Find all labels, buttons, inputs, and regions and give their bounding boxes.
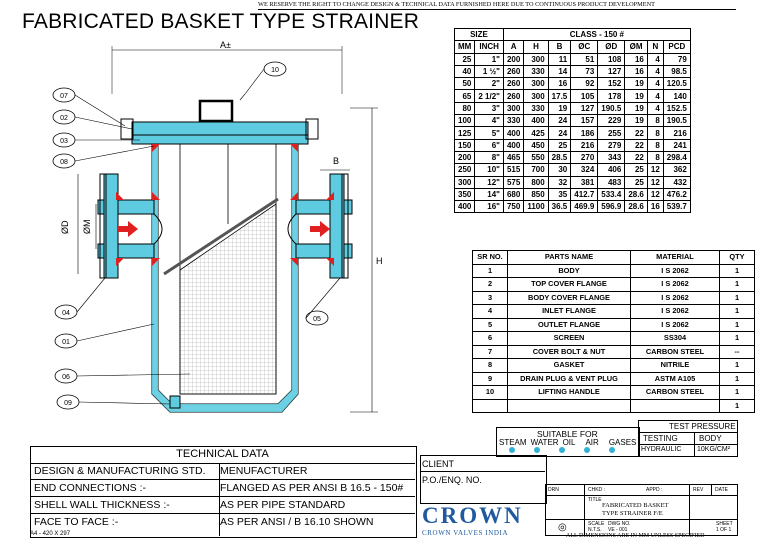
callout-05: 05 (313, 316, 321, 323)
gases-dot-icon (609, 447, 615, 453)
table-cell: 16 (625, 53, 648, 65)
table-cell: 3 (473, 291, 508, 305)
table-cell: 260 (503, 78, 523, 90)
table-cell: 465 (503, 151, 523, 163)
table-cell: SCREEN (508, 332, 631, 346)
callout-03: 03 (60, 138, 68, 145)
client-divider (420, 471, 545, 472)
tech-row-end-connections (30, 480, 415, 497)
crown-logo (422, 503, 540, 539)
table-cell: 190.5 (663, 115, 690, 127)
table-cell: 800 (524, 176, 548, 188)
table-cell: 35 (548, 188, 571, 200)
strainer-drawing (20, 34, 440, 429)
test-pressure-heading: TEST PRESSURE (669, 422, 736, 431)
table-row (473, 345, 755, 359)
table-cell: 432 (663, 176, 690, 188)
suitable-for-heading: SUITABLE FOR (537, 429, 598, 439)
table-cell: -- (720, 345, 755, 359)
drawing-info-block (545, 484, 738, 536)
table-cell (473, 399, 508, 413)
table-cell: 1 (720, 318, 755, 332)
table-cell: 3" (475, 102, 504, 114)
size-header: SIZE (455, 29, 504, 41)
size-col-header: A (503, 41, 523, 53)
table-cell: 120.5 (663, 78, 690, 90)
table-cell: I S 2062 (631, 291, 720, 305)
table-cell: 483 (598, 176, 625, 188)
table-cell: 12 (647, 164, 663, 176)
table-cell: 12" (475, 176, 504, 188)
table-cell: 255 (598, 127, 625, 139)
table-cell: 700 (524, 164, 548, 176)
size-col-header: B (548, 41, 571, 53)
table-cell: 19 (625, 78, 648, 90)
table-cell: NITRILE (631, 359, 720, 373)
table-cell: ASTM A105 (631, 372, 720, 386)
table-row (455, 201, 691, 213)
table-row (455, 102, 691, 114)
table-cell: 24 (548, 115, 571, 127)
table-cell: 16 (647, 201, 663, 213)
company-name: CROWN VALVES INDIA (422, 529, 509, 537)
table-cell: 19 (625, 115, 648, 127)
body-col-label: BODY (699, 434, 722, 443)
table-row (473, 278, 755, 292)
table-cell: OUTLET FLANGE (508, 318, 631, 332)
table-cell: 127 (571, 102, 598, 114)
table-cell (631, 399, 720, 413)
table-row (473, 386, 755, 400)
drawing-title-line1: FABRICATED BASKET (602, 502, 669, 509)
table-row (473, 264, 755, 278)
table-cell: 28.5 (548, 151, 571, 163)
table-row (473, 291, 755, 305)
media-row (499, 438, 636, 447)
drn-label: DRN (548, 487, 559, 493)
table-cell: 533.4 (598, 188, 625, 200)
steam-dot-icon (509, 447, 515, 453)
size-col-header: INCH (475, 41, 504, 53)
callout-10: 10 (271, 67, 279, 74)
table-cell: 1 (720, 399, 755, 413)
table-cell: BODY (508, 264, 631, 278)
parts-col-header: SR NO. (473, 251, 508, 265)
table-cell: 575 (503, 176, 523, 188)
table-cell: 140 (663, 90, 690, 102)
table-cell: 22 (625, 151, 648, 163)
projection-icon: ◎ (558, 522, 567, 533)
table-cell: 200 (455, 151, 475, 163)
table-cell: BODY COVER FLANGE (508, 291, 631, 305)
chkd-label: CHKD : (588, 487, 605, 493)
table-cell: 400 (524, 115, 548, 127)
rev-label: REV (693, 487, 704, 493)
table-cell: 1 ½" (475, 65, 504, 77)
table-row (473, 318, 755, 332)
table-cell: 2" (475, 78, 504, 90)
table-cell: 8 (647, 115, 663, 127)
table-cell: 1100 (524, 201, 548, 213)
table-cell: 250 (455, 164, 475, 176)
table-cell: 300 (455, 176, 475, 188)
table-cell: 4 (647, 53, 663, 65)
table-cell: 105 (571, 90, 598, 102)
table-cell: 1 (720, 278, 755, 292)
table-cell: 12 (647, 188, 663, 200)
table-cell: 550 (524, 151, 548, 163)
table-cell: 4 (647, 102, 663, 114)
table-cell: I S 2062 (631, 278, 720, 292)
media-steam: STEAM (499, 438, 527, 447)
table-cell: I S 2062 (631, 264, 720, 278)
table-cell: 680 (503, 188, 523, 200)
table-cell: 14 (548, 65, 571, 77)
table-cell: I S 2062 (631, 318, 720, 332)
test-value: 10KG/CM² (697, 446, 731, 453)
table-cell: 1 (720, 264, 755, 278)
callout-01: 01 (62, 339, 70, 346)
table-row (455, 115, 691, 127)
table-cell: 241 (663, 139, 690, 151)
table-cell: 750 (503, 201, 523, 213)
size-col-header: H (524, 41, 548, 53)
table-cell: 476.2 (663, 188, 690, 200)
table-cell: 596.9 (598, 201, 625, 213)
table-row (455, 164, 691, 176)
callout-02: 02 (60, 115, 68, 122)
table-cell: 6 (473, 332, 508, 346)
table-cell: 32 (548, 176, 571, 188)
oil-dot-icon (559, 447, 565, 453)
table-cell: 400 (503, 127, 523, 139)
date-label: DATE (715, 487, 728, 493)
media-air: AIR (585, 438, 599, 447)
table-cell: 25 (455, 53, 475, 65)
parts-col-header: PARTS NAME (508, 251, 631, 265)
technical-data-heading: TECHNICAL DATA (30, 446, 415, 464)
table-cell: 150 (455, 139, 475, 151)
table-cell: 412.7 (571, 188, 598, 200)
tech-row-face-to-face (30, 514, 415, 530)
table-cell: 8 (647, 151, 663, 163)
table-row (473, 372, 755, 386)
table-cell: 850 (524, 188, 548, 200)
tech-value: AS PER PIPE STANDARD (220, 499, 346, 511)
table-cell: 100 (455, 115, 475, 127)
table-cell: 4 (473, 305, 508, 319)
table-cell: 425 (524, 127, 548, 139)
table-cell: 51 (571, 53, 598, 65)
tech-label: FACE TO FACE :- (34, 516, 119, 528)
table-cell: 73 (571, 65, 598, 77)
table-cell: 216 (663, 127, 690, 139)
size-col-header: MM (455, 41, 475, 53)
table-cell: 4" (475, 115, 504, 127)
table-cell: 28.6 (625, 188, 648, 200)
table-row (455, 53, 691, 65)
table-cell: 125 (455, 127, 475, 139)
table-cell: 10" (475, 164, 504, 176)
po-label: P.O./ENQ. NO. (422, 475, 482, 485)
table-cell: GASKET (508, 359, 631, 373)
table-cell: INLET FLANGE (508, 305, 631, 319)
test-pressure-box (638, 420, 738, 457)
table-row (455, 176, 691, 188)
footer-note: ALL DIMENSIONS ARE IN MM UNLESS SPECIFIED (566, 533, 705, 539)
table-cell: CARBON STEEL (631, 345, 720, 359)
scale-value: N.T.S. (588, 527, 602, 533)
table-row (455, 139, 691, 151)
table-cell: 98.5 (663, 65, 690, 77)
table-cell: 17.5 (548, 90, 571, 102)
table-cell: 12 (647, 176, 663, 188)
tech-value: FLANGED AS PER ANSI B 16.5 - 150# (220, 482, 404, 494)
table-cell: 11 (548, 53, 571, 65)
size-col-header: PCD (663, 41, 690, 53)
sheet-value: 1 OF 1 (716, 527, 732, 533)
table-cell: 362 (663, 164, 690, 176)
size-col-header: ØM (625, 41, 648, 53)
table-cell: 343 (598, 151, 625, 163)
table-cell: 19 (625, 90, 648, 102)
table-cell: 5 (473, 318, 508, 332)
sheet-label: SHEET (716, 521, 733, 527)
table-row (473, 399, 755, 413)
suitable-for-box (496, 427, 640, 457)
media-gases: GASES (608, 438, 637, 447)
table-cell (508, 399, 631, 413)
dim-phi-d-label: ØD (60, 220, 70, 234)
table-cell: 298.4 (663, 151, 690, 163)
tech-row-wall-thickness (30, 497, 415, 514)
table-cell: 270 (571, 151, 598, 163)
page-title: FABRICATED BASKET TYPE STRAINER (22, 10, 420, 33)
table-cell: 8 (473, 359, 508, 373)
air-dot-icon (584, 447, 590, 453)
disclaimer-text: WE RESERVE THE RIGHT TO CHANGE DESIGN & TECHNICAL DATA FURNISHED HERE DUE TO CONTINUOUS PRODUCT DEVELOPMENT (258, 1, 655, 8)
media-water: WATER (530, 438, 559, 447)
water-dot-icon (534, 447, 540, 453)
dim-h-label: H (376, 256, 383, 266)
table-row (455, 65, 691, 77)
tech-row-design (30, 463, 415, 480)
table-cell: 25 (625, 164, 648, 176)
table-cell: 79 (663, 53, 690, 65)
dim-b-label: B (333, 156, 340, 166)
table-cell: 279 (598, 139, 625, 151)
table-cell: 300 (524, 53, 548, 65)
table-cell: 1" (475, 53, 504, 65)
table-cell: 260 (503, 90, 523, 102)
table-cell: 14" (475, 188, 504, 200)
sheet-size-text: A4 - 420 X 297 (30, 531, 71, 537)
table-cell: 19 (548, 102, 571, 114)
table-cell: 1 (720, 386, 755, 400)
table-cell: 4 (647, 78, 663, 90)
table-cell: 16 (625, 65, 648, 77)
table-cell: 5" (475, 127, 504, 139)
table-cell: 216 (571, 139, 598, 151)
table-cell: 152.5 (663, 102, 690, 114)
parts-col-header: QTY (720, 251, 755, 265)
table-cell: 1 (720, 372, 755, 386)
dim-phi-m-label: ØM (82, 219, 92, 234)
table-row (455, 78, 691, 90)
table-cell: 25 (625, 176, 648, 188)
table-cell: 4 (647, 65, 663, 77)
title-label: TITLE (588, 497, 602, 503)
size-col-header: ØC (571, 41, 598, 53)
table-cell: 10 (473, 386, 508, 400)
table-cell: 190.5 (598, 102, 625, 114)
testing-col-label: TESTING (643, 434, 678, 443)
table-cell: 300 (524, 78, 548, 90)
client-label: CLIENT (422, 459, 455, 469)
test-method: HYDRAULIC (641, 446, 682, 453)
callout-06: 06 (62, 374, 70, 381)
appd-label: APPD : (646, 487, 663, 493)
size-col-header: N (647, 41, 663, 53)
table-cell: 1 (720, 359, 755, 373)
dwg-value: VE - 001 (608, 527, 628, 533)
table-row (455, 127, 691, 139)
dim-a-label: A± (220, 40, 231, 50)
table-cell: TOP COVER FLANGE (508, 278, 631, 292)
table-cell: 381 (571, 176, 598, 188)
table-cell: 6" (475, 139, 504, 151)
table-cell: 24 (548, 127, 571, 139)
table-cell: 16" (475, 201, 504, 213)
table-cell: 92 (571, 78, 598, 90)
table-row (455, 90, 691, 102)
parts-col-header: MATERIAL (631, 251, 720, 265)
table-row (455, 151, 691, 163)
table-cell: 1 (720, 291, 755, 305)
table-row (473, 305, 755, 319)
table-cell: 127 (598, 65, 625, 77)
logo-wordmark: CROWN (422, 503, 523, 528)
table-cell: 260 (503, 65, 523, 77)
tech-label: END CONNECTIONS :- (34, 482, 147, 494)
scale-label: SCALE (588, 521, 605, 527)
class-header: CLASS - 150 # (503, 29, 690, 41)
table-cell: 200 (503, 53, 523, 65)
table-cell: 400 (503, 139, 523, 151)
table-cell: 50 (455, 78, 475, 90)
table-cell: 157 (571, 115, 598, 127)
table-cell: 28.6 (625, 201, 648, 213)
table-cell: 22 (625, 139, 648, 151)
table-cell: SS304 (631, 332, 720, 346)
tech-value: MENUFACTURER (220, 465, 308, 477)
table-cell: 300 (503, 102, 523, 114)
dwg-label: DWG NO. (608, 521, 631, 527)
table-cell: 8 (647, 127, 663, 139)
table-row (455, 188, 691, 200)
table-cell: 350 (455, 188, 475, 200)
table-cell: 36.5 (548, 201, 571, 213)
table-cell: 515 (503, 164, 523, 176)
table-cell: 324 (571, 164, 598, 176)
media-dots (509, 447, 615, 453)
table-cell: 7 (473, 345, 508, 359)
parts-table (472, 250, 755, 413)
table-cell: 330 (524, 102, 548, 114)
table-cell: 22 (625, 127, 648, 139)
table-cell: 186 (571, 127, 598, 139)
table-cell: 65 (455, 90, 475, 102)
table-cell: 80 (455, 102, 475, 114)
table-cell: 4 (647, 90, 663, 102)
table-cell: CARBON STEEL (631, 386, 720, 400)
table-cell: I S 2062 (631, 305, 720, 319)
callout-09: 09 (64, 400, 72, 407)
size-col-header: ØD (598, 41, 625, 53)
table-cell: 16 (548, 78, 571, 90)
table-cell: 8 (647, 139, 663, 151)
table-cell: 1 (720, 305, 755, 319)
table-cell: 40 (455, 65, 475, 77)
size-table (454, 28, 691, 213)
tech-value: AS PER ANSI / B 16.10 SHOWN (220, 516, 374, 528)
table-row (473, 359, 755, 373)
callout-08: 08 (60, 159, 68, 166)
table-cell: 1 (473, 264, 508, 278)
table-cell: 25 (548, 139, 571, 151)
callout-07: 07 (60, 93, 68, 100)
table-cell: 2 (473, 278, 508, 292)
drawing-title-line2: TYPE STRAINER F/E (602, 510, 663, 517)
table-cell: 108 (598, 53, 625, 65)
table-cell: 2 1/2" (475, 90, 504, 102)
table-cell: 469.9 (571, 201, 598, 213)
media-oil: OIL (562, 438, 576, 447)
table-cell: 539.7 (663, 201, 690, 213)
table-cell: 450 (524, 139, 548, 151)
table-cell: 406 (598, 164, 625, 176)
table-cell: COVER BOLT & NUT (508, 345, 631, 359)
table-cell: 30 (548, 164, 571, 176)
table-cell: DRAIN PLUG & VENT PLUG (508, 372, 631, 386)
table-cell: LIFTING HANDLE (508, 386, 631, 400)
table-cell: 8" (475, 151, 504, 163)
tech-label: DESIGN & MANUFACTURING STD. (34, 465, 206, 477)
table-cell: 229 (598, 115, 625, 127)
table-cell: 9 (473, 372, 508, 386)
table-cell: 330 (524, 65, 548, 77)
table-cell: 19 (625, 102, 648, 114)
callout-04: 04 (62, 310, 70, 317)
table-cell: 1 (720, 332, 755, 346)
table-cell: 330 (503, 115, 523, 127)
table-cell: 178 (598, 90, 625, 102)
tech-label: SHELL WALL THICKNESS :- (34, 499, 170, 511)
table-row (473, 332, 755, 346)
table-cell: 300 (524, 90, 548, 102)
table-cell: 400 (455, 201, 475, 213)
table-cell: 152 (598, 78, 625, 90)
